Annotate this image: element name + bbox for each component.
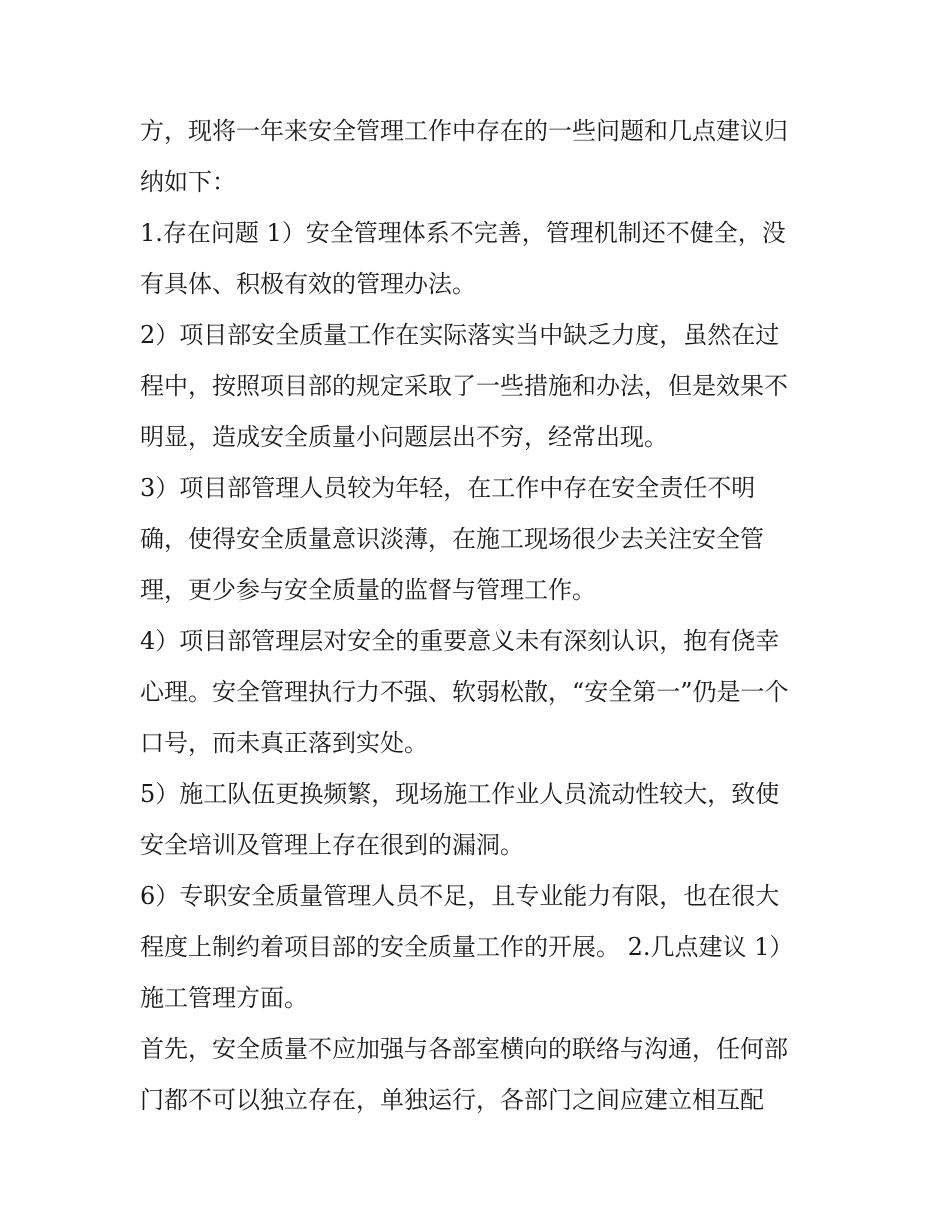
text-line: 2）项目部安全质量工作在实际落实当中缺乏力度，虽然在过	[140, 321, 780, 349]
text-line: 6）专职安全质量管理人员不足，且专业能力有限，也在很大	[140, 882, 780, 910]
text-line: 心理。安全管理执行力不强、软弱松散，“安全第一”仍是一个	[140, 678, 789, 706]
document-body	[140, 106, 820, 1126]
text-line: 纳如下：	[140, 168, 236, 196]
text-line: 首先，安全质量不应加强与各部室横向的联络与沟通，任何部	[140, 1035, 788, 1063]
text-line: 程中，按照项目部的规定采取了一些措施和办法，但是效果不	[140, 372, 788, 400]
text-line: 理，更少参与安全质量的监督与管理工作。	[140, 576, 596, 604]
text-line: 明显，造成安全质量小问题层出不穷，经常出现。	[140, 423, 668, 451]
text-line: 方，现将一年来安全管理工作中存在的一些问题和几点建议归	[140, 117, 788, 145]
text-line: 安全培训及管理上存在很到的漏洞。	[140, 831, 524, 859]
text-line: 确，使得安全质量意识淡薄，在施工现场很少去关注安全管	[140, 525, 764, 553]
text-line: 3）项目部管理人员较为年轻，在工作中存在安全责任不明	[140, 474, 756, 502]
text-line: 4）项目部管理层对安全的重要意义未有深刻认识，抱有侥幸	[140, 627, 780, 655]
text-line: 程度上制约着项目部的安全质量工作的开展。 2.几点建议 1）	[140, 933, 794, 961]
text-line: 有具体、积极有效的管理办法。	[140, 270, 476, 298]
text-line: 口号，而未真正落到实处。	[140, 729, 428, 757]
text-line: 施工管理方面。	[140, 984, 308, 1012]
text-line: 5）施工队伍更换频繁，现场施工作业人员流动性较大，致使	[140, 780, 780, 808]
text-line: 1.存在问题 1）安全管理体系不完善，管理机制还不健全，没	[140, 219, 786, 247]
text-line: 门都不可以独立存在，单独运行，各部门之间应建立相互配	[140, 1086, 764, 1114]
